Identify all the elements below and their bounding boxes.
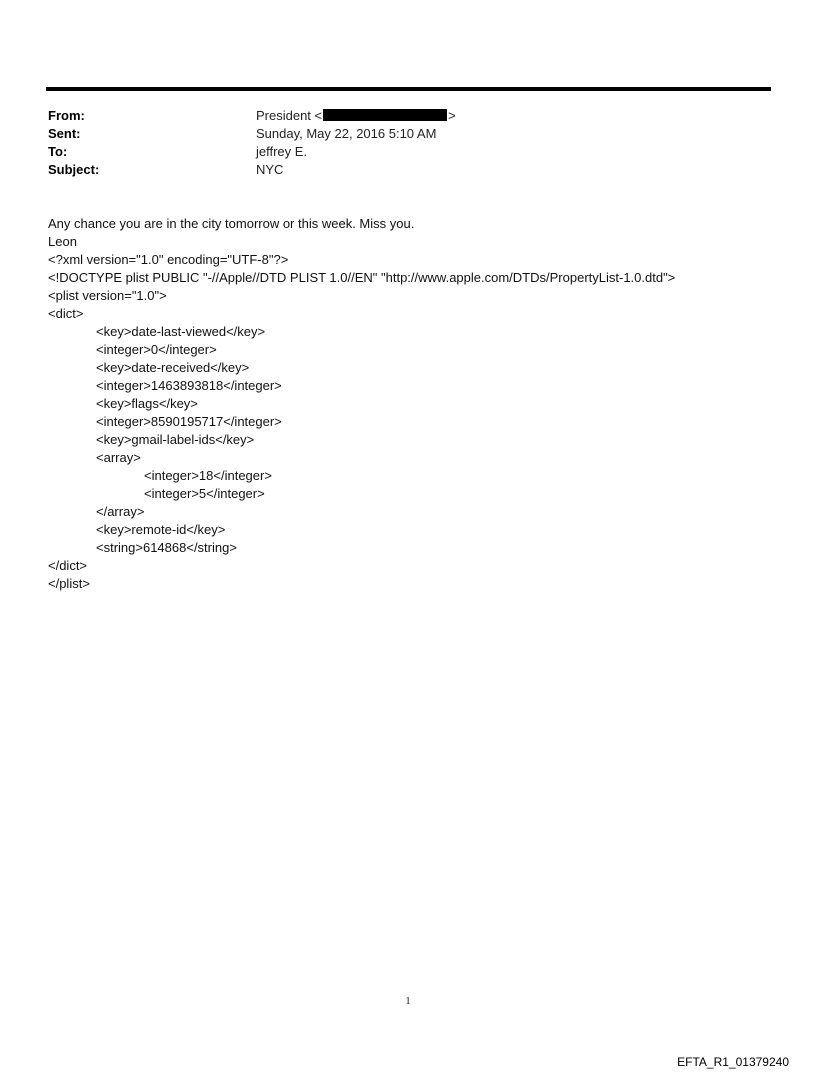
email-body xyxy=(48,215,788,593)
key-gmail-label-ids: <key>gmail-label-ids</key> xyxy=(96,432,255,447)
subject-label: Subject: xyxy=(48,162,100,177)
plist-close: </plist> xyxy=(48,576,90,591)
message-text: Any chance you are in the city tomorrow or this week. Miss you. xyxy=(48,216,415,231)
plist-open: <plist version="1.0"> xyxy=(48,288,167,303)
from-close: > xyxy=(448,108,456,123)
subject-row xyxy=(48,161,748,179)
subject-value: NYC xyxy=(256,162,284,177)
sent-row xyxy=(48,125,748,143)
dict-open: <dict> xyxy=(48,306,84,321)
sent-value: Sunday, May 22, 2016 5:10 AM xyxy=(256,126,437,141)
array-integer-5: <integer>5</integer> xyxy=(144,486,265,501)
dict-close: </dict> xyxy=(48,558,88,573)
document-id: EFTA_R1_01379240 xyxy=(677,1055,789,1069)
from-value xyxy=(256,107,456,125)
key-remote-id: <key>remote-id</key> xyxy=(96,522,226,537)
from-name: President < xyxy=(256,108,323,123)
from-label: From: xyxy=(48,108,85,123)
integer-flags: <integer>8590195717</integer> xyxy=(96,414,282,429)
redaction-bar xyxy=(323,109,447,121)
signature: Leon xyxy=(48,234,77,249)
sent-label: Sent: xyxy=(48,126,81,141)
integer-date-received: <integer>1463893818</integer> xyxy=(96,378,282,393)
to-value: jeffrey E. xyxy=(256,144,308,159)
array-close: </array> xyxy=(96,504,145,519)
page-number: 1 xyxy=(405,995,411,1007)
email-header xyxy=(48,107,748,179)
header-rule xyxy=(46,87,771,91)
key-flags: <key>flags</key> xyxy=(96,396,198,411)
from-row xyxy=(48,107,748,125)
xml-declaration: <?xml version="1.0" encoding="UTF-8"?> xyxy=(48,252,289,267)
doctype-line: <!DOCTYPE plist PUBLIC "-//Apple//DTD PLIST 1.0//EN" "http://www.apple.com/DTDs/PropertyList-1.0.dtd"> xyxy=(48,270,676,285)
array-integer-18: <integer>18</integer> xyxy=(144,468,272,483)
array-open: <array> xyxy=(96,450,141,465)
to-row xyxy=(48,143,748,161)
integer-date-last-viewed: <integer>0</integer> xyxy=(96,342,217,357)
key-date-last-viewed: <key>date-last-viewed</key> xyxy=(96,324,266,339)
string-remote-id: <string>614868</string> xyxy=(96,540,237,555)
key-date-received: <key>date-received</key> xyxy=(96,360,250,375)
to-label: To: xyxy=(48,144,68,159)
